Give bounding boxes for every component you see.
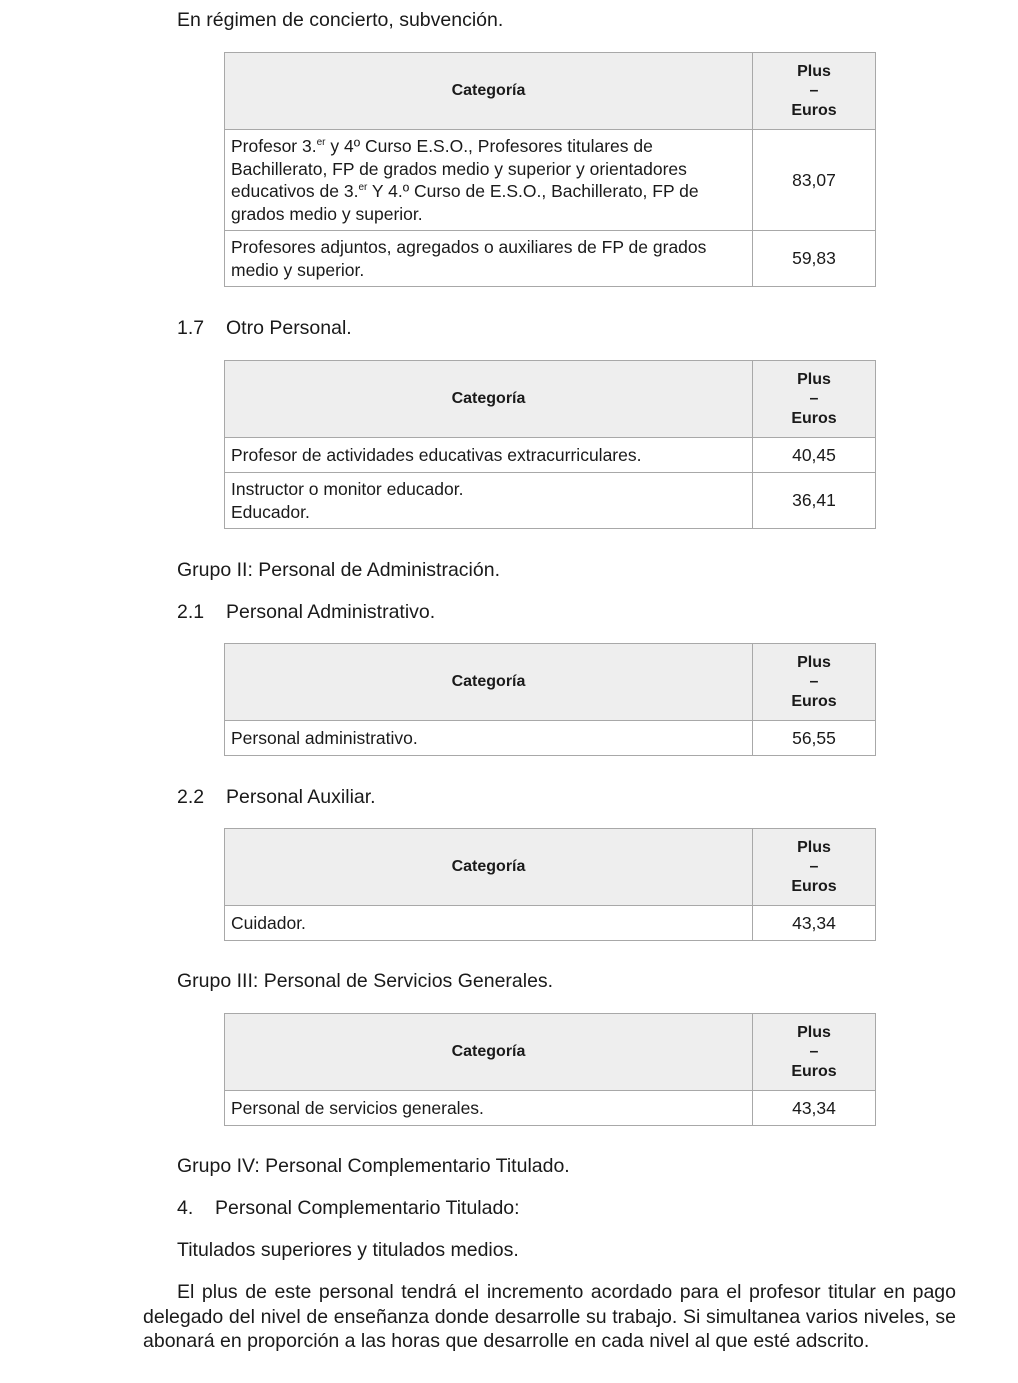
category-cell: Profesor 3.$^{er}$ y 4º Curso E.S.O., Profesores titulares de Bachillerato, FP de grados medio y superior y orientadores educativos de 3.$^{er}$ Y 4.º Curso de E.S.O., Bachillerato, FP de grados medio y superior.: [225, 130, 753, 231]
category-cell: Cuidador.: [225, 906, 753, 941]
table-row: [225, 1091, 876, 1126]
header-plus-euros: [753, 829, 876, 906]
header-category: Categoría: [225, 644, 753, 721]
section-title: Personal Administrativo.: [226, 601, 436, 623]
header-plus: Plus: [797, 838, 831, 856]
section-number: 2.2: [177, 786, 205, 808]
section-heading-4: [177, 1196, 520, 1220]
category-line: Educador.: [231, 501, 310, 522]
header-dash: –: [809, 82, 819, 100]
table-row: [225, 130, 876, 231]
header-euros: Euros: [791, 1062, 837, 1080]
category-cell: Profesores adjuntos, agregados o auxiliares de FP de grados medio y superior.: [225, 231, 753, 287]
value-cell: 56,55: [753, 721, 876, 756]
section-title: Otro Personal.: [226, 317, 352, 339]
section-heading-1-7: [177, 316, 352, 340]
table-row: [225, 906, 876, 941]
header-plus-euros: [753, 361, 876, 438]
table-header-row: [225, 53, 876, 130]
plus-table-otro-personal: [224, 360, 876, 529]
plus-table-servicios-generales: [224, 1013, 876, 1126]
group-heading-3: Grupo III: Personal de Servicios Generales.: [177, 970, 554, 992]
plus-table-administrativo: [224, 643, 876, 756]
value-cell: 43,34: [753, 906, 876, 941]
table-header-row: [225, 829, 876, 906]
header-plus: Plus: [797, 370, 831, 388]
header-dash: –: [809, 390, 819, 408]
value-cell: 59,83: [753, 231, 876, 287]
table-row: [225, 438, 876, 473]
section-heading-2-2: [177, 785, 376, 809]
category-cell: Personal de servicios generales.: [225, 1091, 753, 1126]
header-plus-euros: [753, 1014, 876, 1091]
header-category: Categoría: [225, 1014, 753, 1091]
category-cell: Profesor de actividades educativas extracurriculares.: [225, 438, 753, 473]
value-cell: 83,07: [753, 130, 876, 231]
plus-table-auxiliar: [224, 828, 876, 941]
value-cell: 36,41: [753, 473, 876, 529]
header-category: Categoría: [225, 829, 753, 906]
table-row: [225, 473, 876, 529]
section-number: 1.7: [177, 317, 205, 339]
header-euros: Euros: [791, 101, 837, 119]
table-row: [225, 721, 876, 756]
header-plus: Plus: [797, 62, 831, 80]
category-cell: [225, 473, 753, 529]
intro-text: En régimen de concierto, subvención.: [177, 9, 504, 31]
table-header-row: [225, 1014, 876, 1091]
header-category: Categoría: [225, 361, 753, 438]
final-paragraph: El plus de este personal tendrá el incremento acordado para el profesor titular en pago delegado del nivel de enseñanza donde desarrolle su trabajo. Si simultanea varios niveles, se abonará en proporción a las horas que desarrolle en cada nivel al que esté adscrito.: [143, 1281, 956, 1352]
table-header-row: [225, 361, 876, 438]
header-category: Categoría: [225, 53, 753, 130]
header-plus-euros: [753, 53, 876, 130]
value-cell: 40,45: [753, 438, 876, 473]
header-dash: –: [809, 673, 819, 691]
section-number: 2.1: [177, 601, 205, 623]
header-dash: –: [809, 1043, 819, 1061]
category-cell: Personal administrativo.: [225, 721, 753, 756]
table-row: [225, 231, 876, 287]
section-heading-2-1: [177, 600, 435, 624]
value-cell: 43,34: [753, 1091, 876, 1126]
header-euros: Euros: [791, 409, 837, 427]
titulados-line: Titulados superiores y titulados medios.: [177, 1239, 519, 1261]
section-number: 4.: [177, 1197, 194, 1219]
group-heading-4: Grupo IV: Personal Complementario Titulado.: [177, 1155, 570, 1177]
header-plus: Plus: [797, 1023, 831, 1041]
header-plus: Plus: [797, 653, 831, 671]
group-heading-2: Grupo II: Personal de Administración.: [177, 559, 500, 581]
header-euros: Euros: [791, 877, 837, 895]
section-title: Personal Complementario Titulado:: [215, 1197, 520, 1219]
section-title: Personal Auxiliar.: [226, 786, 376, 808]
header-dash: –: [809, 858, 819, 876]
header-euros: Euros: [791, 692, 837, 710]
table-header-row: [225, 644, 876, 721]
header-plus-euros: [753, 644, 876, 721]
plus-table-concierto: [224, 52, 876, 287]
category-line: Instructor o monitor educador.: [231, 479, 464, 499]
